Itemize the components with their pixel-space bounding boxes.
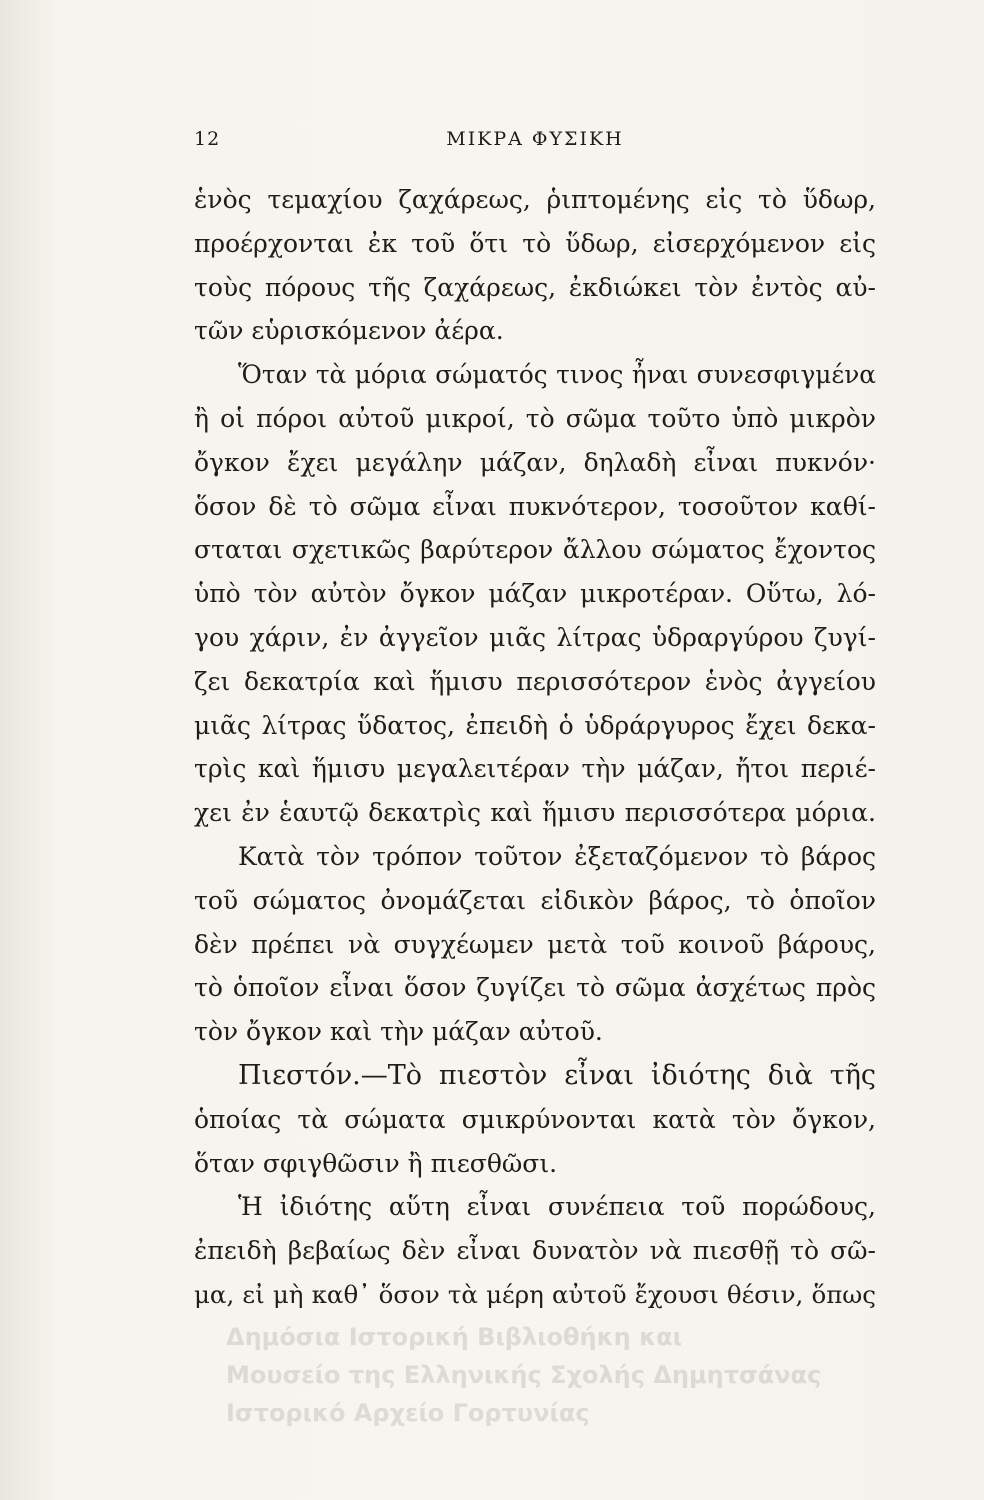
text-line: δὲν πρέπει νὰ συγχέωμεν μετὰ τοῦ κοινοῦ βάρους, [194, 929, 876, 959]
text-line: ὑπὸ τὸν αὐτὸν ὄγκον μάζαν μικροτέραν. Οὕτω, λό- [194, 579, 876, 609]
body-text [194, 178, 876, 1317]
text-line: γου χάριν, ἐν ἀγγεῖον μιᾶς λίτρας ὑδραργύρου ζυγί- [194, 622, 876, 652]
section-heading-line: Πιεστόν.—Τὸ πιεστὸν εἶναι ἰδιότης διὰ τῆς [238, 1059, 876, 1091]
text-line: ἢ οἱ πόροι αὐτοῦ μικροί, τὸ σῶμα τοῦτο ὑπὸ μικρὸν [194, 403, 876, 433]
paragraph-start-line: Ὅταν τὰ μόρια σώματός τινος ἦναι συνεσφιγμένα [238, 360, 876, 390]
paragraph-start-line: Κατὰ τὸν τρόπον τοῦτον ἐξεταζόμενον τὸ βάρος [238, 841, 876, 871]
watermark-line: Δημόσια Ιστορική Βιβλιοθήκη και [226, 1323, 682, 1351]
watermark-line: Ιστορικό Αρχείο Γορτυνίας [226, 1399, 590, 1427]
text-line: τοῦ σώματος ὀνομάζεται εἰδικὸν βάρος, τὸ ὁποῖον [194, 885, 876, 915]
text-line: μιᾶς λίτρας ὕδατος, ἐπειδὴ ὁ ὑδράργυρος ἔχει δεκα- [194, 710, 876, 740]
text-line: μα, εἰ μὴ καθ᾽ ὅσον τὰ μέρη αὐτοῦ ἔχουσι θέσιν, ὅπως [194, 1279, 876, 1309]
text-line: τρὶς καὶ ἥμισυ μεγαλειτέραν τὴν μάζαν, ἤτοι περιέ- [194, 754, 876, 784]
text-line: τὸν ὄγκον καὶ τὴν μάζαν αὐτοῦ. [194, 1017, 603, 1047]
text-line: ἐπειδὴ βεβαίως δὲν εἶναι δυνατὸν νὰ πιεσθῇ τὸ σῶ- [194, 1236, 876, 1266]
text-line: σταται σχετικῶς βαρύτερον ἄλλου σώματος ἔχοντος [194, 535, 876, 565]
text-line: ὁποίας τὰ σώματα σμικρύνονται κατὰ τὸν ὄγκον, [194, 1104, 876, 1134]
text-line: χει ἐν ἑαυτῷ δεκατρὶς καὶ ἥμισυ περισσότερα μόρια. [194, 798, 876, 828]
text-line: τὸ ὁποῖον εἶναι ὅσον ζυγίζει τὸ σῶμα ἀσχέτως πρὸς [194, 973, 876, 1003]
library-watermark [226, 1318, 966, 1432]
watermark-line: Μουσείο της Ελληνικής Σχολής Δημητσάνας [226, 1361, 822, 1389]
page-number: 12 [194, 128, 221, 150]
paragraph-start-line: Ἡ ἰδιότης αὕτη εἶναι συνέπεια τοῦ πορώδους, [238, 1192, 876, 1222]
text-line: ἑνὸς τεμαχίου ζαχάρεως, ῥιπτομένης εἰς τὸ ὕδωρ, [194, 185, 876, 214]
text-line: ὄγκον ἔχει μεγάλην μάζαν, δηλαδὴ εἶναι πυκνόν· [194, 447, 876, 477]
running-title: ΜΙΚΡΑ ΦΥΣΙΚΗ [446, 128, 624, 150]
text-line: τῶν εὑρισκόμενον ἀέρα. [194, 316, 504, 346]
text-line: ὅσον δὲ τὸ σῶμα εἶναι πυκνότερον, τοσοῦτον καθί- [194, 491, 876, 521]
text-line: ὅταν σφιγθῶσιν ἢ πιεσθῶσι. [194, 1148, 558, 1178]
text-line: ζει δεκατρία καὶ ἥμισυ περισσότερον ἑνὸς ἀγγείου [194, 666, 876, 696]
text-line: προέρχονται ἐκ τοῦ ὅτι τὸ ὕδωρ, εἰσερχόμενον εἰς [194, 228, 876, 258]
page-header [194, 128, 876, 158]
text-line: τοὺς πόρους τῆς ζαχάρεως, ἐκδιώκει τὸν ἐντὸς αὐ- [194, 272, 876, 302]
